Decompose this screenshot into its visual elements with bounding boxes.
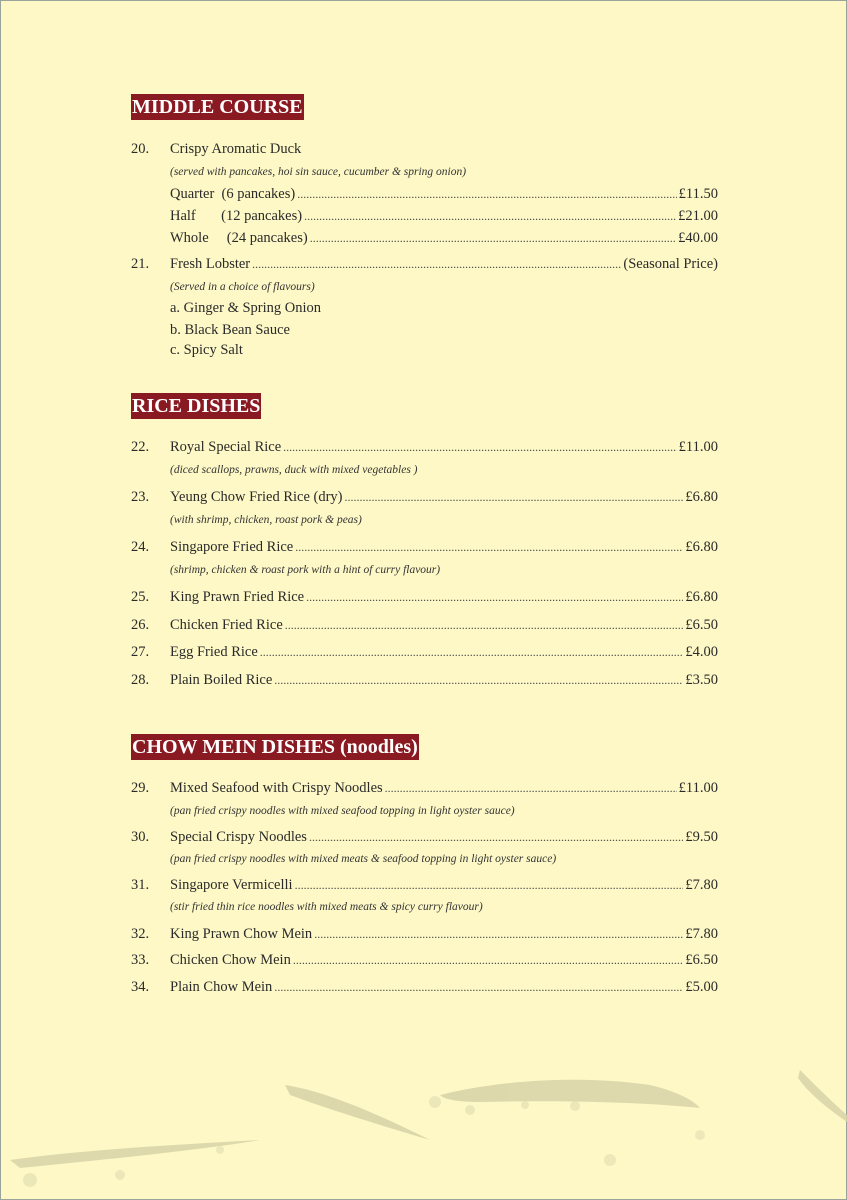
- item-price: £6.80: [685, 539, 718, 555]
- item-number: 27.: [131, 644, 150, 660]
- leader-dots: [304, 206, 676, 226]
- item-name: King Prawn Chow Mein: [170, 926, 313, 942]
- item-number: 34.: [131, 979, 150, 995]
- item-name: Special Crispy Noodles: [170, 829, 307, 845]
- lobster-option: a. Ginger & Spring Onion: [170, 300, 322, 316]
- menu-item-33: [131, 950, 718, 970]
- menu-item-22: [131, 437, 718, 457]
- item-name: Yeung Chow Fried Rice (dry): [170, 489, 343, 505]
- item-price: £40.00: [678, 230, 718, 246]
- lobster-option: b. Black Bean Sauce: [170, 322, 290, 338]
- item-price: £6.50: [685, 617, 718, 633]
- item-number: 32.: [131, 926, 150, 942]
- section-title-chow-mein: CHOW MEIN DISHES (noodles): [132, 736, 418, 758]
- item-number: 31.: [131, 877, 150, 893]
- item-name: Royal Special Rice: [170, 439, 282, 455]
- item-description: (shrimp, chicken & roast pork with a hint of curry flavour): [170, 564, 441, 576]
- item-number: 20.: [131, 141, 150, 157]
- section-title-rice-dishes: RICE DISHES: [132, 395, 261, 417]
- item-price: £11.00: [678, 780, 718, 796]
- menu-item-34: [131, 977, 718, 997]
- item-price: £11.00: [678, 439, 718, 455]
- menu-item-25: [131, 587, 718, 607]
- item-name: Chicken Chow Mein: [170, 952, 291, 968]
- item-name: Fresh Lobster: [170, 256, 251, 272]
- leader-dots: [345, 487, 684, 507]
- leader-dots: [295, 875, 684, 895]
- leader-dots: [310, 228, 676, 248]
- item-number: 23.: [131, 489, 150, 505]
- item-price: £7.80: [685, 877, 718, 893]
- item-description: (served with pancakes, hoi sin sauce, cucumber & spring onion): [170, 166, 467, 178]
- item-name: Crispy Aromatic Duck: [170, 141, 302, 157]
- leader-dots: [385, 778, 677, 798]
- item-price: £9.50: [685, 829, 718, 845]
- leader-dots: [295, 537, 683, 557]
- item-name: Mixed Seafood with Crispy Noodles: [170, 780, 383, 796]
- leader-dots: [314, 924, 683, 944]
- item-price: (Seasonal Price): [623, 256, 718, 272]
- item-number: 24.: [131, 539, 150, 555]
- item-description: (pan fried crispy noodles with mixed seafood topping in light oyster sauce): [170, 805, 515, 817]
- size-label: Quarter (6 pancakes): [170, 186, 296, 202]
- item-price: £6.80: [685, 489, 718, 505]
- item-name: King Prawn Fried Rice: [170, 589, 305, 605]
- item-price: £6.80: [685, 589, 718, 605]
- item-description: (Served in a choice of flavours): [170, 281, 315, 293]
- leader-dots: [306, 587, 683, 607]
- item-number: 22.: [131, 439, 150, 455]
- duck-size-half: [170, 206, 718, 226]
- item-name: Egg Fried Rice: [170, 644, 258, 660]
- item-description: (with shrimp, chicken, roast pork & peas): [170, 514, 362, 526]
- menu-item-24: [131, 537, 718, 557]
- item-number: 30.: [131, 829, 150, 845]
- leader-dots: [274, 670, 683, 690]
- menu-item-29: [131, 778, 718, 798]
- leader-dots: [309, 827, 683, 847]
- section-title-middle-course: MIDDLE COURSE: [132, 96, 303, 118]
- item-name: Singapore Vermicelli: [170, 877, 293, 893]
- lobster-option: c. Spicy Salt: [170, 342, 243, 358]
- menu-item-30: [131, 827, 718, 847]
- decorative-brush-strokes: [0, 1040, 847, 1200]
- leader-dots: [293, 950, 684, 970]
- item-price: £11.50: [678, 186, 718, 202]
- item-number: 21.: [131, 256, 150, 272]
- size-label: Whole (24 pancakes): [170, 230, 308, 246]
- item-name: Singapore Fried Rice: [170, 539, 294, 555]
- menu-item-31: [131, 875, 718, 895]
- leader-dots: [252, 254, 621, 274]
- menu-item-32: [131, 924, 718, 944]
- item-number: 28.: [131, 672, 150, 688]
- item-price: £4.00: [685, 644, 718, 660]
- menu-item-23: [131, 487, 718, 507]
- leader-dots: [297, 184, 676, 204]
- item-description: (diced scallops, prawns, duck with mixed vegetables ): [170, 464, 418, 476]
- menu-item-26: [131, 615, 718, 635]
- item-name: Plain Chow Mein: [170, 979, 273, 995]
- item-description: (stir fried thin rice noodles with mixed meats & spicy curry flavour): [170, 901, 483, 913]
- menu-item-20: [131, 139, 718, 159]
- item-number: 25.: [131, 589, 150, 605]
- item-price: £5.00: [685, 979, 718, 995]
- item-description: (pan fried crispy noodles with mixed meats & seafood topping in light oyster sauce): [170, 853, 557, 865]
- item-price: £3.50: [685, 672, 718, 688]
- duck-size-whole: [170, 228, 718, 248]
- leader-dots: [260, 642, 684, 662]
- leader-dots: [285, 615, 684, 635]
- menu-item-28: [131, 670, 718, 690]
- item-number: 29.: [131, 780, 150, 796]
- leader-dots: [274, 977, 683, 997]
- item-price: £7.80: [685, 926, 718, 942]
- item-number: 33.: [131, 952, 150, 968]
- leader-dots: [283, 437, 677, 457]
- item-name: Chicken Fried Rice: [170, 617, 283, 633]
- size-label: Half (12 pancakes): [170, 208, 303, 224]
- item-price: £6.50: [685, 952, 718, 968]
- duck-size-quarter: [170, 184, 718, 204]
- menu-item-21: [131, 254, 718, 274]
- item-name: Plain Boiled Rice: [170, 672, 273, 688]
- item-number: 26.: [131, 617, 150, 633]
- item-price: £21.00: [678, 208, 718, 224]
- menu-item-27: [131, 642, 718, 662]
